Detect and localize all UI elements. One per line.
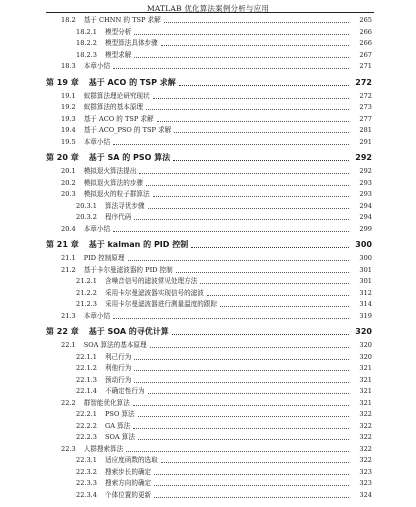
toc-entry-number: 21.2.3 (76, 300, 97, 308)
leader-dots (113, 143, 349, 145)
leader-dots (134, 218, 349, 220)
leader-dots (148, 392, 349, 394)
leader-dots (220, 305, 349, 307)
toc-entry-number: 22.3.4 (76, 490, 97, 499)
toc-entry-number: 19.4 (61, 126, 76, 134)
toc-entry-title: 基于卡尔曼滤波器的 PID 控制 (83, 265, 173, 274)
toc-entry-number: 22.1.4 (76, 387, 97, 395)
toc-entry[interactable] (61, 126, 372, 134)
toc-page-number: 293 (359, 178, 372, 187)
toc-entry-number: 22.3 (61, 444, 76, 453)
toc-entry-title: 基于 SOA 的寻优计算 (88, 327, 169, 336)
toc-entry-number: 18.2 (61, 16, 76, 24)
toc-entry-title: 蚁群算法理论研究现状 (83, 91, 150, 100)
toc-entry-title: 模型分析 (104, 27, 132, 36)
toc-entry-number: 22.1.3 (76, 375, 97, 384)
leader-dots (146, 184, 349, 186)
leader-dots (148, 207, 349, 209)
toc-page-number: 322 (359, 444, 372, 453)
toc-entry[interactable] (61, 225, 372, 233)
toc-entry-title: 预动行为 (104, 375, 132, 384)
toc-entry[interactable] (76, 353, 372, 361)
toc-chapter-entry[interactable] (46, 78, 372, 88)
leader-dots (134, 381, 349, 383)
toc-page-number: 271 (359, 62, 372, 70)
toc-page-number: 266 (359, 39, 372, 47)
toc-page-number: 320 (359, 341, 372, 349)
toc-entry-number: 20.4 (61, 224, 76, 233)
toc-page-number: 312 (359, 288, 372, 297)
leader-dots (173, 159, 349, 161)
toc-page-number: 300 (359, 254, 372, 262)
toc-page-number: 300 (355, 240, 372, 249)
leader-dots (134, 358, 349, 360)
leader-dots (139, 172, 349, 174)
toc-entry-title: 算法寻优步骤 (104, 201, 145, 210)
toc-entry-title: 蚁群算法的基本原理 (83, 103, 144, 111)
toc-entry-number: 19.2 (61, 103, 76, 111)
toc-entry-title: 搜索方向的确定 (104, 479, 152, 487)
toc-entry[interactable] (61, 103, 372, 111)
toc-entry-title: 模型求解 (104, 50, 132, 59)
leader-dots (150, 346, 349, 348)
toc-entry[interactable] (61, 399, 372, 407)
toc-page-number: 320 (359, 352, 372, 361)
toc-entry-title: 模拟退火算法提出 (83, 167, 137, 175)
leader-dots (153, 195, 349, 197)
toc-entry-number: 22.1.1 (76, 352, 97, 361)
toc-page-number: 322 (359, 421, 372, 430)
toc-page-number: 323 (359, 467, 372, 476)
toc-entry-number: 20.2 (61, 178, 76, 187)
toc-entry[interactable] (76, 433, 372, 441)
toc-entry[interactable] (61, 92, 372, 100)
toc-entry[interactable] (61, 445, 372, 453)
toc-entry-title: 本章小结 (83, 137, 111, 146)
toc-page-number: 293 (359, 190, 372, 198)
toc-entry-title: PID 控制原理 (83, 254, 125, 262)
toc-page-number: 301 (359, 277, 372, 285)
toc-page-number: 292 (355, 153, 372, 162)
toc-entry-number: 21.3 (61, 311, 76, 320)
toc-entry-number: 第 22 章 (46, 327, 79, 336)
toc-entry-number: 22.3.1 (76, 456, 97, 464)
toc-entry-number: 21.2.1 (76, 277, 97, 285)
toc-entry[interactable] (76, 213, 372, 221)
toc-entry-number: 18.3 (61, 62, 76, 70)
toc-entry-title: 本章小结 (83, 62, 111, 70)
toc-entry[interactable] (76, 387, 372, 395)
toc-entry[interactable] (61, 16, 372, 24)
toc-entry[interactable] (76, 51, 372, 59)
toc-entry-number: 20.3.2 (76, 213, 97, 221)
toc-page-number: 321 (359, 387, 372, 395)
toc-page-number: 314 (359, 300, 372, 308)
leader-dots (161, 44, 349, 46)
toc-entry-number: 第 19 章 (46, 77, 79, 87)
toc-entry-title: 程序代码 (104, 213, 132, 221)
toc-entry[interactable] (76, 364, 372, 372)
leader-dots (126, 450, 349, 452)
toc-entry-number: 22.2.3 (76, 433, 97, 441)
leader-dots (113, 230, 349, 232)
toc-entry-number: 22.2 (61, 398, 76, 407)
leader-dots (176, 271, 349, 273)
toc-entry[interactable] (61, 167, 372, 175)
leader-dots (133, 404, 349, 406)
toc-page-number: 321 (359, 398, 372, 407)
toc-entry-number: 20.3.1 (76, 201, 97, 210)
toc-page-number: 321 (359, 375, 372, 384)
toc-entry[interactable] (76, 410, 372, 418)
leader-dots (200, 282, 349, 284)
toc-entry-number: 19.1 (61, 91, 76, 100)
toc-entry[interactable] (76, 456, 372, 464)
leader-dots (134, 33, 349, 35)
toc-entry-number: 19.3 (61, 114, 76, 123)
toc-entry-number: 19.5 (61, 137, 76, 146)
toc-entry-number: 21.2 (61, 265, 76, 274)
toc-entry-number: 22.2.1 (76, 410, 97, 418)
toc-page-number: 294 (359, 213, 372, 221)
toc-entry-title: 适应度函数的选取 (104, 456, 158, 464)
toc-page-number: 322 (359, 410, 372, 418)
leader-dots (161, 461, 349, 463)
toc-page-number: 266 (359, 27, 372, 36)
toc-entry[interactable] (76, 468, 372, 476)
toc-entry-title: 搜索步长的确定 (104, 467, 152, 476)
toc-entry-number: 22.1 (61, 341, 76, 349)
toc-page-number: 265 (359, 16, 372, 24)
toc-entry[interactable] (76, 289, 372, 297)
toc-entry-title: 模拟退火算法的步骤 (83, 178, 144, 187)
toc-entry-title: 基于 SA 的 PSO 算法 (88, 153, 171, 162)
toc-entry-number: 18.2.2 (76, 39, 97, 47)
toc-entry[interactable] (76, 28, 372, 36)
toc-chapter-entry[interactable] (46, 153, 372, 163)
leader-dots (153, 97, 349, 99)
leader-dots (174, 131, 349, 133)
toc-page-number: 322 (359, 456, 372, 464)
leader-dots (138, 438, 349, 440)
toc-entry-title: 含噪音信号的滤波常见处理方法 (104, 277, 198, 285)
toc-page-number: 299 (359, 224, 372, 233)
toc-page-number: 292 (359, 167, 372, 175)
toc-page-number: 319 (359, 311, 372, 320)
toc-entry-title: 基于 ACO 的 TSP 求解 (88, 77, 176, 87)
toc-entry-number: 20.1 (61, 167, 76, 175)
leader-dots (179, 84, 349, 86)
leader-dots (154, 484, 349, 486)
toc-entry-number: 18.2.1 (76, 27, 97, 36)
toc-entry-title: SOA 算法 (104, 433, 135, 441)
toc-entry-title: 本章小结 (83, 224, 111, 233)
toc-entry-number: 22.2.2 (76, 421, 97, 430)
leader-dots (191, 246, 349, 248)
toc-entry-title: 群智能优化算法 (83, 398, 130, 407)
toc-entry-number: 22.3.2 (76, 467, 97, 476)
toc-page-number: 273 (359, 103, 372, 111)
toc-entry-title: 基于 kalman 的 PID 控制 (88, 240, 189, 249)
toc-entry[interactable] (76, 277, 372, 285)
toc-page-number: 272 (359, 91, 372, 100)
toc-entry-number: 22.1.2 (76, 364, 97, 372)
toc-entry-title: 模拟退火的粒子群算法 (83, 190, 150, 198)
toc-entry[interactable] (61, 254, 372, 262)
toc-entry-title: 基于 CHNN 的 TSP 求解 (83, 16, 161, 24)
toc-entry[interactable] (76, 202, 372, 210)
leader-dots (133, 427, 349, 429)
toc-entry-title: 本章小结 (83, 311, 111, 320)
toc-entry-title: GA 算法 (104, 421, 131, 430)
toc-page-number: 324 (359, 490, 372, 499)
toc-page-number: 322 (359, 433, 372, 441)
toc-entry[interactable] (76, 300, 372, 308)
toc-entry[interactable] (61, 190, 372, 198)
leader-dots (128, 259, 350, 261)
toc-entry[interactable] (61, 312, 372, 320)
toc-entry-number: 21.1 (61, 254, 76, 262)
toc-entry-title: 采用卡尔曼滤波器进行测量温度的跟踪 (104, 300, 218, 308)
toc-page-number: 320 (355, 327, 372, 336)
toc-page-number: 272 (355, 77, 372, 87)
toc-entry[interactable] (76, 479, 372, 487)
toc-entry-title: 基于 ACO_PSO 的 TSP 求解 (83, 126, 172, 134)
leader-dots (146, 108, 349, 110)
toc-chapter-entry[interactable] (46, 240, 372, 250)
leader-dots (154, 496, 349, 498)
toc-page-number: 277 (359, 114, 372, 123)
toc-entry-title: 基于 ACO 的 TSP 求解 (83, 114, 154, 123)
toc-chapter-entry[interactable] (46, 327, 372, 337)
toc-entry[interactable] (76, 39, 372, 47)
leader-dots (157, 120, 349, 122)
toc-entry-number: 22.3.3 (76, 479, 97, 487)
toc-entry[interactable] (61, 179, 372, 187)
toc-page-number: 323 (359, 479, 372, 487)
toc-entry[interactable] (61, 341, 372, 349)
toc-entry-title: 个体位置的更新 (104, 490, 152, 499)
toc-entry-title: 不确定性行为 (104, 387, 145, 395)
toc-entry-number: 第 21 章 (46, 240, 79, 249)
toc-page-number: 291 (359, 137, 372, 146)
toc-page-number: 294 (359, 201, 372, 210)
toc-entry-title: 人群搜索算法 (83, 444, 124, 453)
toc-page-number: 321 (359, 364, 372, 372)
leader-dots (113, 317, 349, 319)
toc-entry[interactable] (61, 115, 372, 123)
toc-entry-number: 21.2.2 (76, 288, 97, 297)
toc-entry[interactable] (76, 491, 372, 499)
leader-dots (164, 21, 349, 23)
running-header: MATLAB 优化算法案例分析与应用 (146, 4, 270, 13)
toc-entry-title: SOA 算法的基本原理 (83, 341, 147, 349)
leader-dots (138, 415, 349, 417)
toc-entry-number: 18.2.3 (76, 50, 97, 59)
toc-entry[interactable] (61, 266, 372, 274)
toc-page-number: 301 (359, 265, 372, 274)
leader-dots (113, 67, 349, 69)
toc-entry[interactable] (76, 376, 372, 384)
leader-dots (134, 369, 349, 371)
leader-dots (207, 294, 349, 296)
toc-entry[interactable] (61, 138, 372, 146)
leader-dots (154, 473, 349, 475)
toc-entry-title: PSO 算法 (104, 410, 135, 418)
toc-entry-title: 利己行为 (104, 352, 132, 361)
leader-dots (134, 56, 349, 58)
toc-entry[interactable] (61, 62, 372, 70)
leader-dots (172, 333, 349, 335)
toc-entry-title: 采用卡尔曼滤波器实现信号的滤波 (104, 288, 204, 297)
toc-page-number: 267 (359, 50, 372, 59)
toc-entry-title: 模型算法具体步骤 (104, 39, 158, 47)
toc-entry[interactable] (76, 422, 372, 430)
toc-entry-number: 20.3 (61, 190, 76, 198)
toc-entry-number: 第 20 章 (46, 153, 79, 162)
toc-page-number: 281 (359, 126, 372, 134)
toc-entry-title: 利他行为 (104, 364, 132, 372)
